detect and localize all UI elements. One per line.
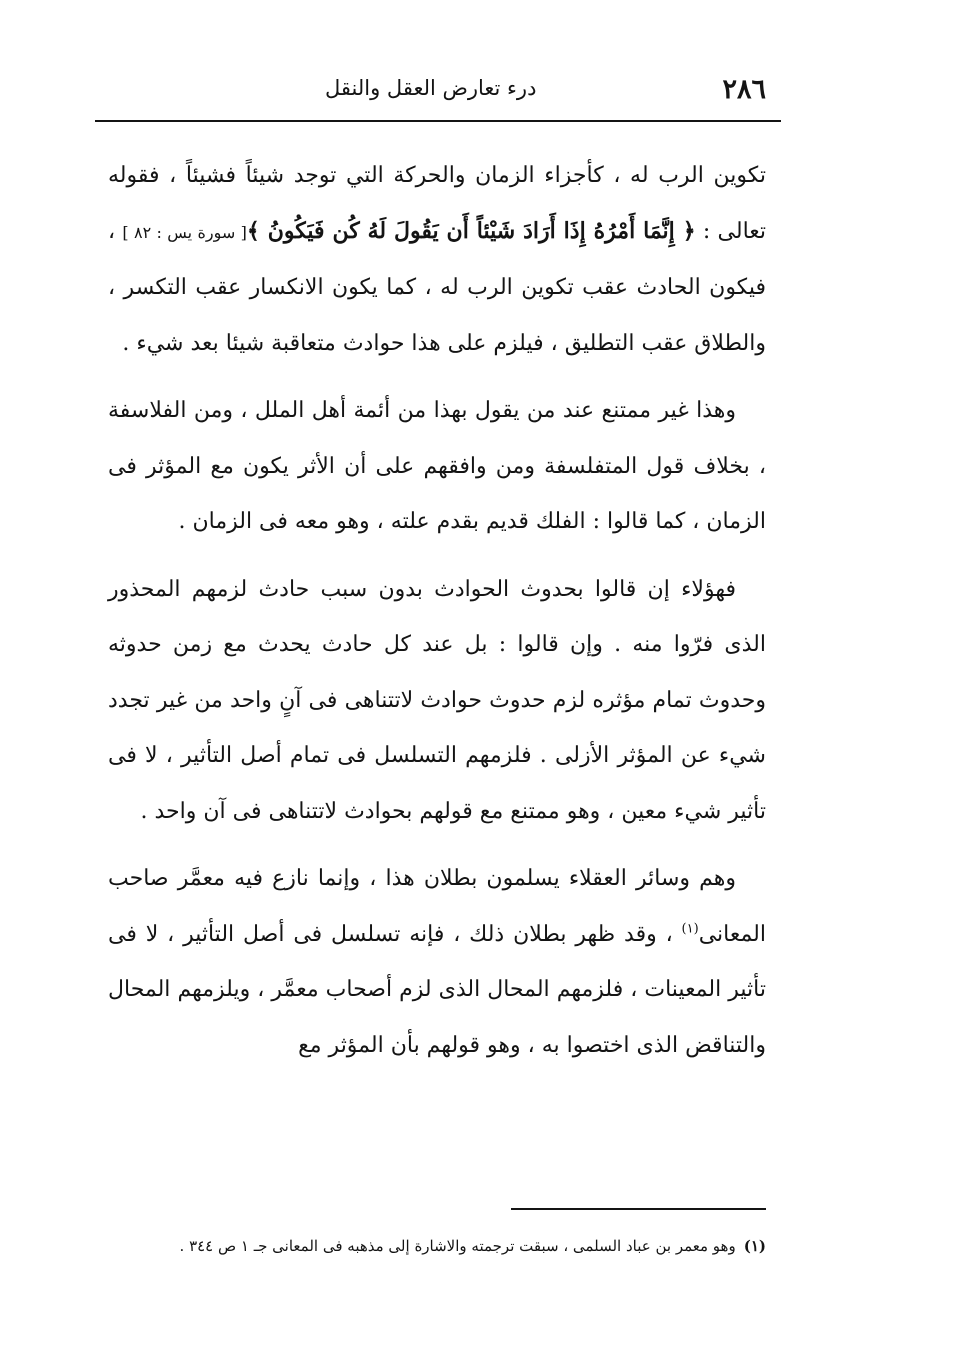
header-rule [95,120,781,122]
paragraph-2: وهذا غير ممتنع عند من يقول بهذا من أئمة أهل الملل ، ومن الفلاسفة ، بخلاف قول المتفلسفة ومن وافقهم على أن الأثر يكون مع المؤثر فى الزمان ، كما قالوا : الفلك قديم بقدم علته ، وهو معه فى الزمان . [108,398,766,534]
body-text [108,148,766,1085]
surah-citation: [ سورة يس : ٨٢ ] [122,222,247,242]
paragraph-4-text-end: ، وقد ظهر بطلان ذلك ، فإنه تسلسل فى أصل التأثير ، لا فى تأثير المعينات ، فلزمهم المحال الذى لزم أصحاب معمَّر ، ويلزمهم المحال والتناقض الذى اختصوا به ، وهو قولهم بأن المؤثر مع [108,921,766,1058]
paragraph-4 [108,851,766,1073]
paragraph-1 [108,148,766,371]
footnote-reference[interactable]: (١) [681,921,699,937]
page-header [95,70,766,114]
quran-verse: ﴿ إِنَّمَا أَمْرُهُ إِذَا أَرَادَ شَيْئاً أَن يَقُولَ لَهُ كُن فَيَكُونُ ﴾ [246,217,696,244]
paragraph-4-text-start: وهم وسائر العقلاء يسلمون بطلان هذا ، وإنما نازع فيه معمَّر صاحب المعانى [108,866,766,947]
footnote-rule [511,1208,766,1210]
paragraph-1-text-start: تكوين الرب له ، كأجزاء الزمان والحركة التي توجد شيئاً فشيئاً ، فقوله تعالى : [108,163,767,244]
running-title: درء تعارض العقل والنقل [325,76,537,100]
paragraph-1-text-end: ، فيكون الحادث عقب تكوين الرب له ، كما يكون الانكسار عقب التكسر ، والطلاق عقب التطليق ، فيلزم على هذا حوادث متعاقبة شيئا بعد شيء . [108,218,766,356]
footnote-marker: (١) [743,1237,766,1255]
footnote [100,1234,766,1258]
footnote-text: وهو معمر بن عباد السلمى ، سبقت ترجمته والاشارة إلى مذهبه فى المعانى جـ ١ ص ٣٤٤ . [179,1237,736,1255]
paragraph-3: فهؤلاء إن قالوا بحدوث الحوادث بدون سبب حادث لزمهم المحذور الذى فرّوا منه . وإن قالوا : بل عند كل حادث يحدث مع زمن حدوثه وحدوث تمام مؤثره لزم حدوث حوادث لاتتناهى فى آنٍ واحد من غير تجدد شيء عن المؤثر الأزلى . فلزمهم التسلسل فى تمام أصل التأثير ، لا فى تأثير شيء معين ، وهو ممتنع مع قولهم بحوادث لاتتناهى فى آن واحد . [108,576,766,824]
page-number: ٢٨٦ [722,74,766,105]
